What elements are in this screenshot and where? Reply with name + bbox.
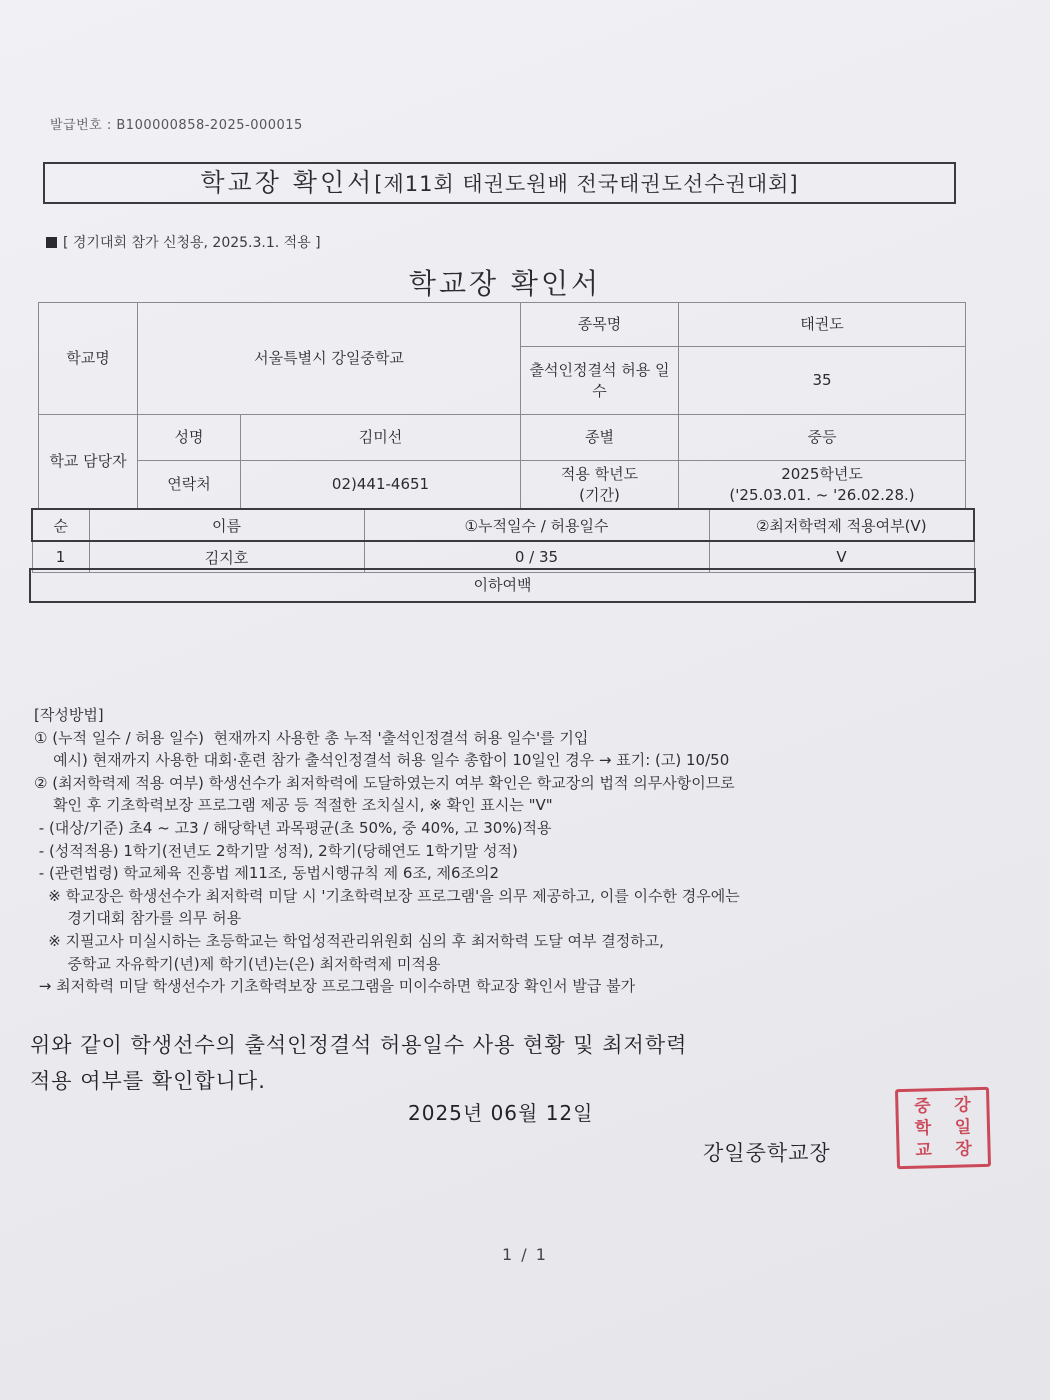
instruction-line: ※ 학교장은 학생선수가 최저학력 미달 시 '기초학력보장 프로그램'을 의무 제공하고, 이를 이수한 경우에는: [34, 886, 740, 905]
seal-char: 중: [913, 1096, 931, 1117]
official-seal-stamp: [895, 1087, 991, 1169]
issue-number: 발급번호 : B100000858-2025-000015: [50, 118, 303, 133]
school-year-value-line2: ('25.03.01. ~ '26.02.28.): [729, 485, 915, 504]
title-event: [제11회 태권도원배 전국태권도선수권대회]: [374, 172, 799, 196]
square-bullet-icon: [46, 237, 57, 248]
instruction-line: - (성적적용) 1학기(전년도 2학기말 성적), 2학기(당해연도 1학기말 성적): [34, 841, 518, 860]
title-main: 학교장 확인서: [200, 168, 375, 197]
page-number: 1 / 1: [502, 1245, 548, 1264]
seal-char: 학: [914, 1118, 932, 1139]
row-days: 0 / 35: [364, 541, 709, 573]
instructions-section: [34, 704, 740, 998]
name-label: 성명: [138, 415, 241, 461]
page-subtitle: 학교장 확인서: [408, 267, 602, 300]
name-value: 김미선: [241, 415, 521, 461]
school-year-label-line1: 적용 학년도: [560, 465, 639, 484]
confirmation-line-2: 적용 여부를 확인합니다.: [30, 1069, 266, 1093]
contact-label: 연락처: [138, 461, 241, 509]
instruction-line: ※ 지필고사 미실시하는 초등학교는 학업성적관리위원회 심의 후 최저학력 도달 여부 결정하고,: [34, 931, 664, 950]
header-name: 이름: [89, 509, 364, 541]
instruction-line: - (대상/기준) 초4 ~ 고3 / 해당학년 과목평균(초 50%, 중 40%, 고 30%)적용: [34, 818, 552, 837]
confirmation-line-1: 위와 같이 학생선수의 출석인정결석 허용일수 사용 현황 및 최저학력: [30, 1033, 688, 1057]
instruction-line: 예시) 현재까지 사용한 대회·훈련 참가 출석인정결석 허용 일수 총합이 10일인 경우 → 표기: (고) 10/50: [34, 751, 730, 770]
empty-below-note: 이하여백: [29, 568, 976, 603]
instruction-line: ② (최저학력제 적용 여부) 학생선수가 최저학력에 도달하였는지 여부 확인은 학교장의 법적 의무사항이므로: [34, 773, 735, 792]
document-title-box: [43, 162, 956, 204]
category-value: 중등: [679, 415, 966, 461]
school-year-label-line2: (기간): [579, 485, 620, 504]
issue-date: 2025년 06월 12일: [408, 1101, 594, 1125]
instruction-line: - (관련법령) 학교체육 진흥법 제11조, 동법시행규칙 제 6조, 제6조의2: [34, 864, 500, 883]
seal-char: 강: [953, 1095, 971, 1116]
school-year-value-line1: 2025학년도: [781, 465, 863, 484]
school-year-value: [679, 461, 966, 509]
category-label: 종별: [521, 415, 679, 461]
apply-note: [46, 232, 321, 252]
apply-note-text: [ 경기대회 참가 신청용, 2025.3.1. 적용 ]: [63, 235, 321, 251]
instructions-heading: [작성방법]: [34, 706, 104, 724]
row-applied: V: [709, 541, 974, 573]
instruction-line: ① (누적 일수 / 허용 일수) 현재까지 사용한 총 누적 '출석인정결석 허용 일수'를 기입: [34, 728, 589, 747]
instruction-line: 확인 후 기초학력보장 프로그램 제공 등 적절한 조치실시, ※ 확인 표시는 "V": [34, 796, 553, 815]
row-name: 김지호: [89, 541, 364, 573]
absence-days-label: 출석인정결석 허용 일수: [521, 347, 679, 415]
absence-days-value: 35: [679, 347, 966, 415]
header-days: ①누적일수 / 허용일수: [364, 509, 709, 541]
instruction-line: → 최저학력 미달 학생선수가 기초학력보장 프로그램을 미이수하면 학교장 확인서 발급 불가: [34, 977, 636, 996]
seal-char: 장: [955, 1139, 973, 1160]
sport-value: 태권도: [679, 303, 966, 347]
student-table: [31, 508, 975, 573]
school-label: 학교명: [39, 303, 138, 415]
seal-char: 일: [954, 1117, 972, 1138]
school-value: 서울특별시 강일중학교: [138, 303, 521, 415]
sport-label: 종목명: [521, 303, 679, 347]
manager-label: 학교 담당자: [39, 415, 138, 509]
seal-char: 교: [915, 1140, 933, 1161]
instruction-line: 중학교 자유학기(년)제 학기(년)는(은) 최저학력제 미적용: [34, 954, 441, 973]
contact-value: 02)441-4651: [241, 461, 521, 509]
instruction-line: 경기대회 참가를 의무 허용: [34, 909, 242, 928]
confirmation-statement: [30, 1027, 687, 1099]
student-table-header: [32, 509, 974, 541]
row-no: 1: [32, 541, 89, 573]
school-year-label: [521, 461, 679, 509]
header-min-academic: ②최저학력제 적용여부(V): [709, 509, 974, 541]
header-no: 순: [32, 509, 89, 541]
principal-name: 강일중학교장: [703, 1141, 831, 1165]
school-info-table: [38, 302, 966, 509]
